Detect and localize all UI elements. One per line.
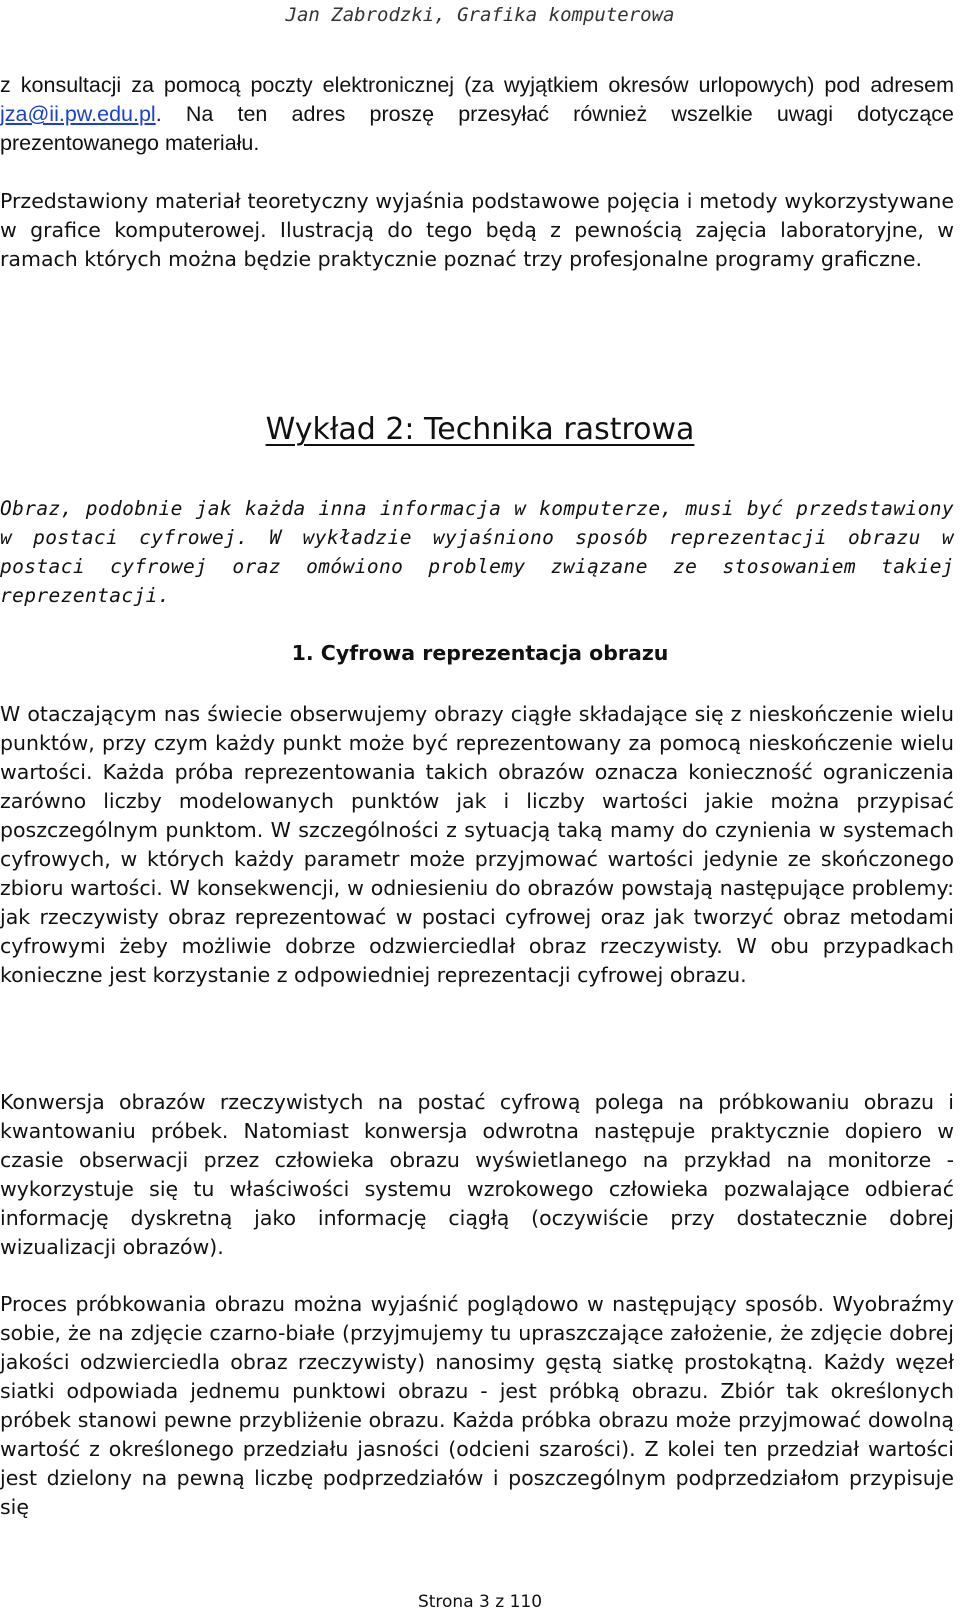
body-paragraph-1: W otaczającym nas świecie obserwujemy obrazy ciągłe składające się z nieskończenie wielu punktów, przy czym każdy punkt może być reprezentowany za pomocą nieskończenie wielu wartości. Każda próba reprezentowania takich obrazów oznacza konieczność ograniczenia zarówno liczby modelowanych punktów jak i liczby wartości jakie można przypisać poszczególnym punktom. W szczególności z sytuacją taką mamy do czynienia w systemach cyfrowych, w których każdy parametr może przyjmować wartości jedynie ze skończonego zbioru wartości. W konsekwencji, w odniesieniu do obrazów powstają następujące problemy: jak rzeczywisty obraz reprezentować w postaci cyfrowej oraz jak tworzyć obraz metodami cyfrowymi żeby możliwie dobrze odzwierciedlał obraz rzeczywisty. W obu przypadkach konieczne jest korzystanie z odpowiedniej reprezentacji cyfrowej obrazu. — [0, 702, 954, 987]
intro-paragraph-contact — [0, 71, 954, 158]
intro-paragraph-material: Przedstawiony materiał teoretyczny wyjaśnia podstawowe pojęcia i metody wykorzystywane w grafice komputerowej. Ilustracją do tego będą z pewnością zajęcia laboratoryjne, w ramach których można będzie praktycznie poznać trzy profesjonalne programy graficzne. — [0, 189, 954, 271]
lecture-title: Wykład 2: Technika rastrowa — [265, 412, 695, 447]
body-paragraph-2: Konwersja obrazów rzeczywistych na postać cyfrową polega na próbkowaniu obrazu i kwantowaniu próbek. Natomiast konwersja odwrotna następuje praktycznie dopiero w czasie obserwacji przez człowieka obrazu wyświetlanego na przykład na monitorze - wykorzystuje się tu właściwości systemu wzrokowego człowieka pozwalające odbierać informację dyskretną jako informację ciągłą (oczywiście przy dostatecznie dobrej wizualizacji obrazów). — [0, 1090, 954, 1259]
email-link[interactable]: jza@ii.pw.edu.pl — [0, 102, 156, 126]
contact-text-after: . Na ten adres proszę przesyłać również wszelkie uwagi dotyczące prezentowanego materiału. — [0, 102, 954, 155]
contact-text-before: z konsultacji za pomocą poczty elektronicznej (za wyjątkiem okresów urlopowych) pod adresem — [0, 73, 954, 97]
section-heading: 1. Cyfrowa reprezentacja obrazu — [291, 641, 669, 665]
page-number: Strona 3 z 110 — [417, 1592, 543, 1612]
body-paragraph-3: Proces próbkowania obrazu można wyjaśnić poglądowo w następujący sposób. Wyobraźmy sobie, że na zdjęcie czarno-białe (przyjmujemy tu upraszczające założenie, że zdjęcie dobrej jakości odzwierciedla obraz rzeczywisty) nanosimy gęstą siatkę prostokątną. Każdy węzeł siatki odpowiada jednemu punktowi obrazu - jest próbką obrazu. Zbiór tak określonych próbek stanowi pewne przybliżenie obrazu. Każda próbka obrazu może przyjmować dowolną wartość z określonego przedziału jasności (odcieni szarości). Z kolei ten przedział wartości jest dzielony na pewną liczbę podprzedziałów i poszczególnym podprzedziałom przypisuje się — [0, 1292, 954, 1519]
running-header: Jan Zabrodzki, Grafika komputerowa — [285, 4, 675, 26]
lecture-abstract: Obraz, podobnie jak każda inna informacja w komputerze, musi być przedstawiony w postaci cyfrowej. W wykładzie wyjaśniono sposób reprezentacji obrazu w postaci cyfrowej oraz omówiono problemy związane ze stosowaniem takiej reprezentacji. — [0, 497, 954, 607]
